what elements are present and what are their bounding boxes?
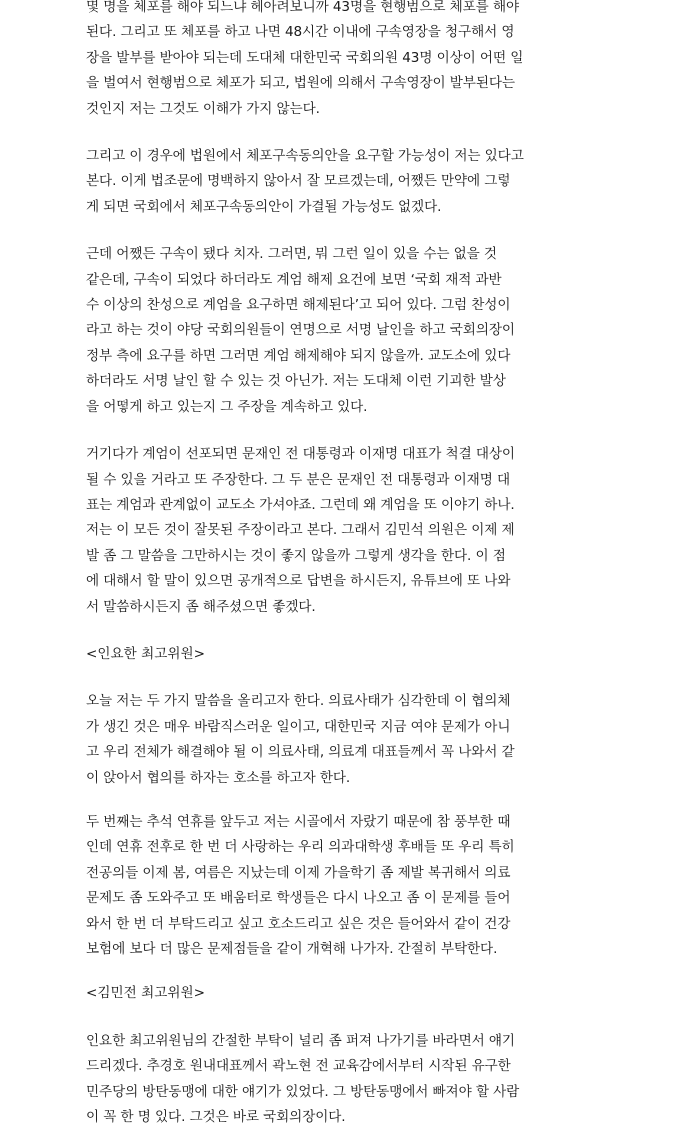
speaker-heading-kim-minjeon: <김민전 최고위원> — [86, 985, 206, 1002]
speaker-heading-in-yohan: <인요한 최고위원> — [86, 645, 206, 662]
line: 장을 발부를 받아야 되는데 도대체 대한민국 국회의원 43명 이상이 어떤 일 — [86, 49, 524, 66]
paragraph-1 — [86, 0, 616, 122]
paragraph-3 — [86, 242, 616, 420]
line: 오늘 저는 두 가지 말씀을 올리고자 한다. 의료사태가 심각한데 이 협의체 — [86, 693, 511, 710]
line: 드리겠다. 추경호 원내대표께서 곽노현 전 교육감에서부터 시작된 유구한 — [86, 1058, 511, 1075]
line: 그리고 이 경우에 법원에서 체포구속동의안을 요구할 가능성이 저는 있다고 — [86, 148, 524, 165]
line: 라고 하는 것이 야당 국회의원들이 연명으로 서명 날인을 하고 국회의장이 — [86, 322, 515, 339]
line: 될 수 있을 거라고 또 주장한다. 그 두 분은 문재인 전 대통령과 이재명 대 — [86, 471, 510, 488]
line: 두 번째는 추석 연휴를 앞두고 저는 시골에서 자랐기 때문에 참 풍부한 때 — [86, 813, 511, 830]
line: 수 이상의 찬성으로 계엄을 요구하면 해제된다’고 되어 있다. 그럼 찬성이 — [86, 297, 511, 314]
paragraph-7 — [86, 1029, 616, 1130]
line: 인요한 최고위원님의 간절한 부탁이 널리 좀 퍼져 나가기를 바라면서 얘기 — [86, 1032, 515, 1049]
paragraph-2 — [86, 144, 616, 220]
line: 하더라도 서명 날인 할 수 있는 것 아닌가. 저는 도대체 이런 기괴한 발상 — [86, 373, 506, 390]
line: 본다. 이게 법조문에 명백하지 않아서 잘 모르겠는데, 어쨌든 만약에 그렇 — [86, 173, 511, 190]
line: 가 생긴 것은 매우 바람직스러운 일이고, 대한민국 지금 여야 문제가 아니 — [86, 718, 511, 735]
line: 을 벌여서 현행범으로 체포가 되고, 법원에 의해서 구속영장이 발부된다는 — [86, 75, 515, 92]
line: 와서 한 번 더 부탁드리고 싶고 호소드리고 싶은 것은 들어와서 같이 건강 — [86, 915, 511, 932]
paragraph-6 — [86, 810, 616, 962]
line: 근데 어쨌든 구속이 됐다 치자. 그러면, 뭐 그런 일이 있을 수는 없을 것 — [86, 246, 497, 263]
line: 인데 연휴 전후로 한 번 더 사랑하는 우리 의과대학생 후배들 또 우리 특히 — [86, 839, 515, 856]
line: 을 어떻게 하고 있는지 그 주장을 계속하고 있다. — [86, 398, 368, 415]
line: 보험에 보다 더 많은 문제점들을 같이 개혁해 나가자. 간절히 부탁한다. — [86, 941, 498, 957]
line: 된다. 그리고 또 체포를 하고 나면 48시간 이내에 구속영장을 청구해서 영 — [86, 24, 515, 41]
line: 이 꼭 한 명 있다. 그것은 바로 국회의장이다. — [86, 1109, 346, 1126]
line: 고 우리 전체가 해결해야 될 이 의료사태, 의료계 대표들께서 꼭 나와서 같 — [86, 744, 515, 761]
line: 정부 측에 요구를 하면 그러면 계엄 해제해야 되지 않을까. 교도소에 있다 — [86, 347, 511, 364]
paragraph-5 — [86, 689, 616, 791]
line: 표는 계엄과 관계없이 교도소 가셔야죠. 그런데 왜 계엄을 또 이야기 하나. — [86, 496, 515, 513]
line: 몇 명을 체포를 해야 되느냐 헤아려보니까 43명을 현행범으로 체포를 해야 — [86, 0, 520, 15]
line: 같은데, 구속이 되었다 하더라도 계엄 해제 요건에 보면 ‘국회 재적 과반 — [86, 271, 502, 288]
paragraph-4 — [86, 442, 616, 620]
line: 발 좀 그 말씀을 그만하시는 것이 좋지 않을까 그렇게 생각을 한다. 이 점 — [86, 547, 506, 564]
line: 민주당의 방탄동맹에 대한 얘기가 있었다. 그 방탄동맹에서 빠져야 할 사람 — [86, 1083, 520, 1100]
line: 전공의들 이제 봄, 여름은 지났는데 이제 가을학기 좀 제발 복귀해서 의료 — [86, 864, 511, 881]
line: 서 말씀하시든지 좀 해주셨으면 좋겠다. — [86, 598, 316, 615]
line: 에 대해서 할 말이 있으면 공개적으로 답변을 하시든지, 유튜브에 또 나와 — [86, 573, 511, 590]
line: 것인지 저는 그것도 이해가 가지 않는다. — [86, 100, 320, 117]
line: 게 되면 국회에서 체포구속동의안이 가결될 가능성도 없겠다. — [86, 198, 442, 215]
document-page — [86, 0, 616, 1130]
line: 거기다가 계엄이 선포되면 문재인 전 대통령과 이재명 대표가 척결 대상이 — [86, 446, 515, 463]
line: 이 앉아서 협의를 하자는 호소를 하고자 한다. — [86, 769, 351, 786]
line: 문제도 좀 도와주고 또 배움터로 학생들은 다시 나오고 좀 이 문제를 들어 — [86, 890, 511, 907]
line: 저는 이 모든 것이 잘못된 주장이라고 본다. 그래서 김민석 의원은 이제 제 — [86, 522, 515, 539]
